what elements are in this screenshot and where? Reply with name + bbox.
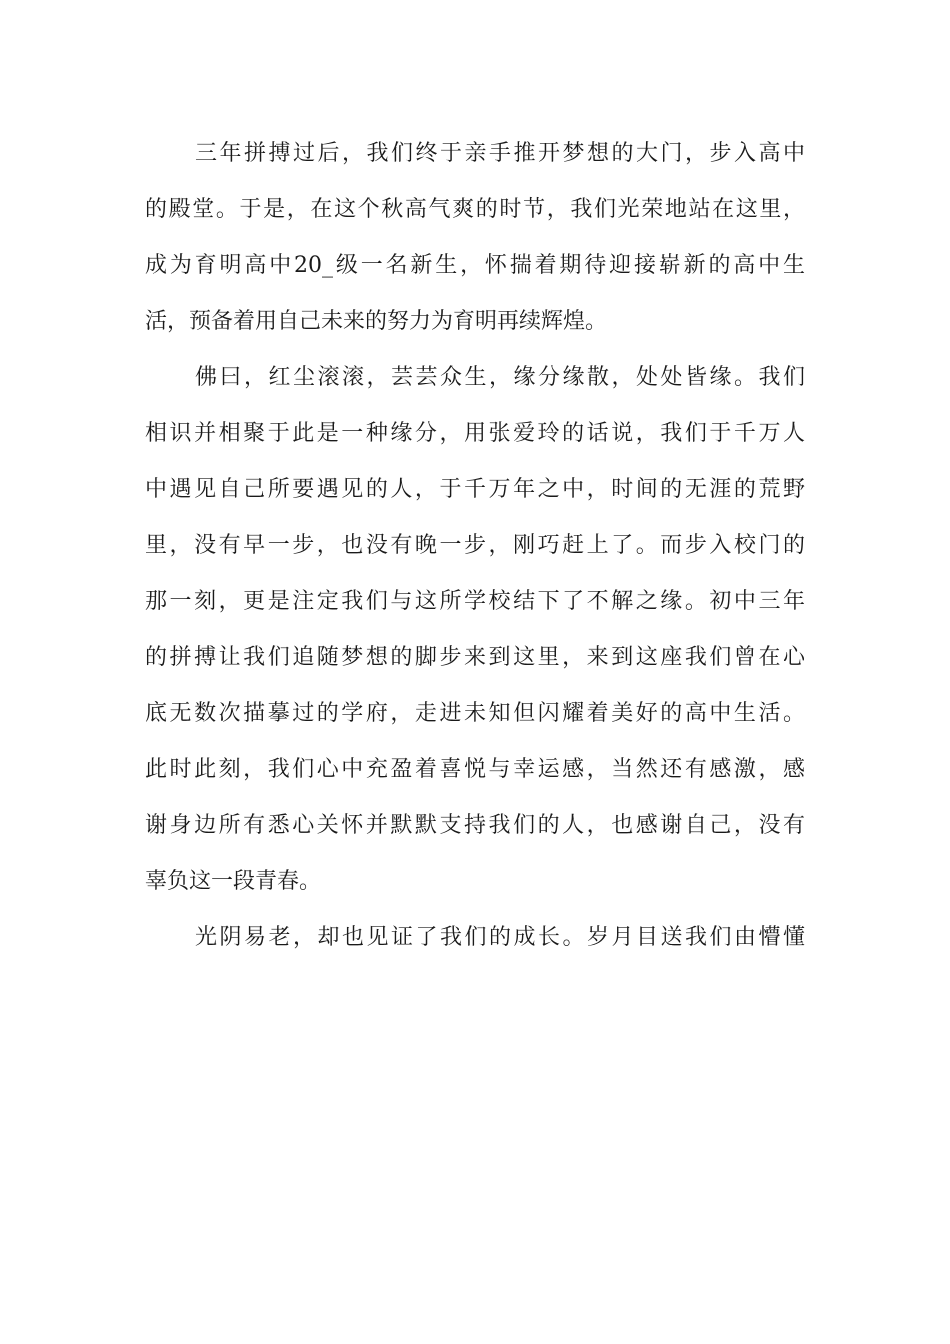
text-line: 底无数次描摹过的学府，走进未知但闪耀着美好的高中生活。	[145, 701, 805, 726]
text-line: 成为育明高中20_级一名新生，怀揣着期待迎接崭新的高中生	[145, 253, 805, 278]
text-line: 中遇见自己所要遇见的人，于千万年之中，时间的无涯的荒野	[145, 477, 805, 502]
paragraph-1	[145, 128, 805, 348]
text-line: 相识并相聚于此是一种缘分，用张爱玲的话说，我们于千万人	[145, 421, 805, 446]
text-line: 佛曰，红尘滚滚，芸芸众生，缘分缘散，处处皆缘。我们	[195, 365, 805, 390]
text-line: 活，预备着用自己未来的努力为育明再续辉煌。	[145, 309, 608, 334]
text-line: 的拼搏让我们追随梦想的脚步来到这里，来到这座我们曾在心	[145, 645, 805, 670]
text-line: 里，没有早一步，也没有晚一步，刚巧赶上了。而步入校门的	[145, 533, 805, 558]
text-line: 谢身边所有悉心关怀并默默支持我们的人，也感谢自己，没有	[145, 813, 805, 838]
text-line: 此时此刻，我们心中充盈着喜悦与幸运感，当然还有感激，感	[145, 757, 805, 782]
document-body	[145, 128, 805, 968]
paragraph-3	[145, 912, 805, 964]
text-line: 三年拼搏过后，我们终于亲手推开梦想的大门，步入高中	[195, 141, 805, 166]
text-line: 辜负这一段青春。	[145, 869, 322, 894]
text-line: 光阴易老，却也见证了我们的成长。岁月目送我们由懵懂	[195, 925, 805, 950]
paragraph-2	[145, 352, 805, 908]
text-line: 的殿堂。于是，在这个秋高气爽的时节，我们光荣地站在这里，	[145, 197, 805, 222]
text-line: 那一刻，更是注定我们与这所学校结下了不解之缘。初中三年	[145, 589, 805, 614]
